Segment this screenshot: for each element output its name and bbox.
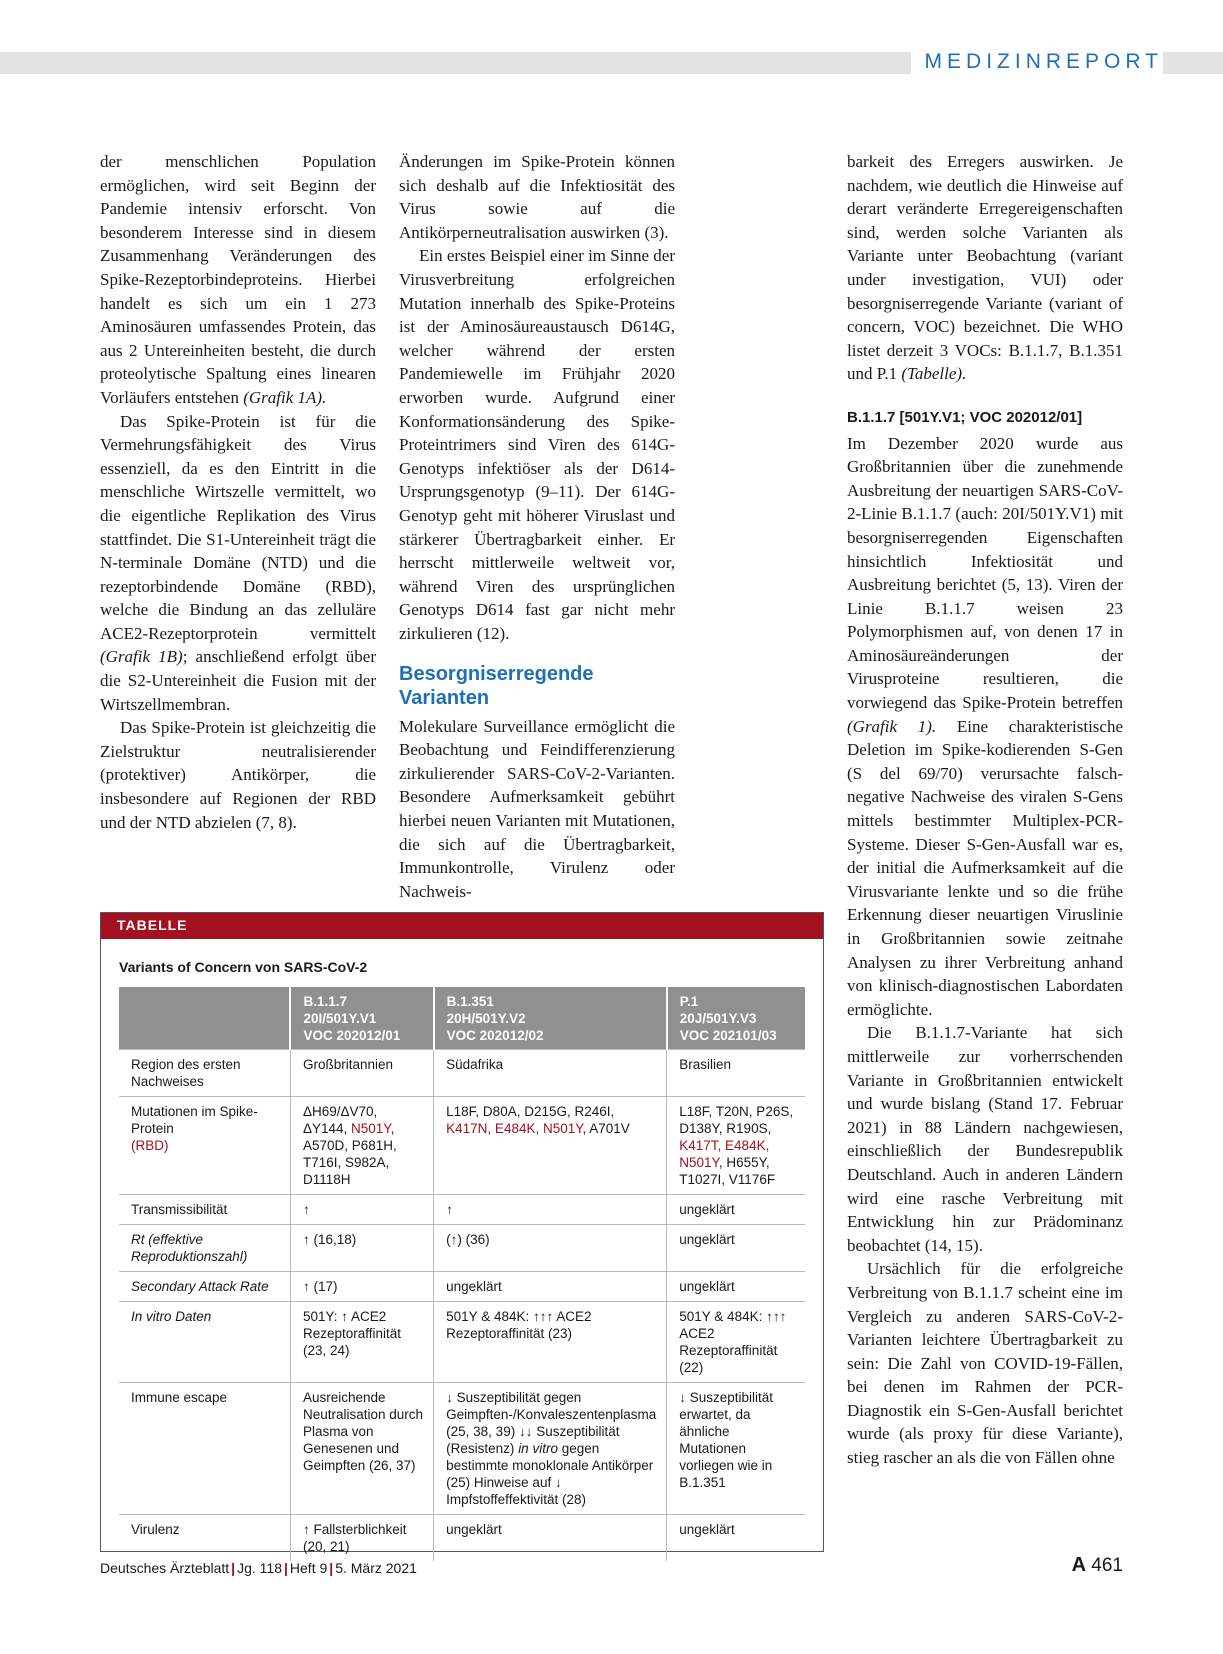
text-column-2 xyxy=(399,150,675,903)
table-cell: ungeklärt xyxy=(667,1225,805,1272)
footer-citation: Deutsches Ärzteblatt | Jg. 118 | Heft 9 | 5. März 2021 xyxy=(100,1560,417,1576)
table-cell: ↑ (17) xyxy=(290,1272,433,1302)
paragraph: Im Dezember 2020 wurde aus Großbritannien über die zunehmende Ausbreitung der neuartigen SARS-CoV-2-Linie B.1.1.7 (auch: 20I/501Y.V1) mit besorgniserregenden Eigenschaften hinsichtlich Infektiosität und Ausbreitung berichtet (5, 13). Viren der Linie B.1.1.7 weisen 23 Polymorphismen auf, von denen 17 in Aminosäureänderungen der Virusproteine resultieren, die vorwiegend das Spike-Protein betreffen (Grafik 1). Eine charakteristische Deletion im Spike-kodierenden S-Gen (S del 69/70) verursachte falsch-negative Nachweise des viralen S-Gens mittels bestimmter Multiplex-PCR-Systeme. Dieser S-Gen-Ausfall war es, der initial die Aufmerksamkeit auf die Virusvariante lenkte und so die frühe Erkennung dieser neuartigen Viruslinie in Großbritannien sowie zeitnahe Analysen zu ihrer Verbreitung anhand von klinisch-diagnostischen Labordaten ermöglichte. xyxy=(847,433,1123,1019)
table-row xyxy=(119,1302,805,1383)
table-cell: ↑ Fallsterblichkeit (20, 21) xyxy=(290,1515,433,1562)
table-cell: Brasilien xyxy=(667,1050,805,1097)
table-cell: Südafrika xyxy=(434,1050,667,1097)
text-column-1 xyxy=(100,150,376,834)
paragraph: Das Spike-Protein ist für die Vermehrungsfähigkeit des Virus essenziell, da es den Eintritt in die menschliche Wirtszelle vermittelt, wo die eigentliche Replikation des Virus stattfindet. Die S1-Untereinheit trägt die N-terminale Domäne (NTD) und die rezeptorbindende Domäne (RBD), welche die Bindung an das zelluläre ACE2-Rezeptorprotein vermittelt (Grafik 1B); anschließend erfolgt über die S2-Untereinheit die Fusion mit der Wirtszellmembran. xyxy=(100,411,376,714)
table-header-row xyxy=(119,987,805,1050)
table-cell: ΔH69/ΔV70, ΔY144, N501Y, A570D, P681H, T716I, S982A, D1118H xyxy=(290,1097,433,1195)
table-cell: ungeklärt xyxy=(667,1272,805,1302)
table-cell: L18F, T20N, P26S, D138Y, R190S, K417T, E484K, N501Y, H655Y, T1027I, V1176F xyxy=(667,1097,805,1195)
paragraph: Molekulare Surveillance ermöglicht die Beobachtung und Feindifferenzierung zirkulierender SARS-CoV-2-Varianten. Besondere Aufmerksamkeit gebührt hierbei neuen Varianten mit Mutationen, die sich auf die Übertragbarkeit, Immunkontrolle, Virulenz oder Nachweis- xyxy=(399,716,675,901)
table-row xyxy=(119,1050,805,1097)
table-label: TABELLE xyxy=(101,913,823,939)
table-cell: 501Y: ↑ ACE2 Rezeptoraffinität (23, 24) xyxy=(290,1302,433,1383)
table-row xyxy=(119,1383,805,1515)
paragraph: der menschlichen Population ermöglichen, wird seit Beginn der Pandemie intensiv erforscht. Von besonderem Interesse sind in diesem Zusammenhang Veränderungen des Spike-Rezeptorbindeproteins. Hierbei handelt es sich um ein 1 273 Aminosäuren umfassendes Protein, das aus 2 Untereinheiten besteht, die durch proteolytische Spaltung eines linearen Vorläufers entstehen (Grafik 1A). xyxy=(100,152,376,407)
table-cell: ↑ xyxy=(290,1195,433,1225)
row-label: Rt (effektive Reproduktionszahl) xyxy=(119,1225,290,1272)
table-cell: Ausreichende Neutralisation durch Plasma von Genesenen und Geimpften (26, 37) xyxy=(290,1383,433,1515)
table-cell: ↓ Suszeptibilität erwartet, da ähnliche Mutationen vorliegen wie in B.1.351 xyxy=(667,1383,805,1515)
table-title: Variants of Concern von SARS-CoV-2 xyxy=(119,959,368,975)
table-cell: (↑) (36) xyxy=(434,1225,667,1272)
table-cell: 501Y & 484K: ↑↑↑ ACE2 Rezeptoraffinität (23) xyxy=(434,1302,667,1383)
header-cell-p1: P.1 20J/501Y.V3 VOC 202101/03 xyxy=(667,987,805,1050)
page-number: A 461 xyxy=(1071,1554,1123,1576)
row-label: Virulenz xyxy=(119,1515,290,1562)
paragraph: Die B.1.1.7-Variante hat sich mittlerweile zur vorherrschenden Variante in Großbritannien entwickelt und wurde bislang (Stand 17. Februar 2021) in 88 Ländern nachgewiesen, einschließlich der Bundesrepublik Deutschland. Auch in anderen Ländern wird eine rasche Verbreitung mit Entwicklung hin zur Prädominanz beobachtet (14, 15). xyxy=(847,1023,1123,1255)
paragraph: Ursächlich für die erfolgreiche Verbreitung von B.1.1.7 scheint eine im Vergleich zu anderen SARS-CoV-2-Varianten leichtere Übertragbarkeit zu sein: Die Zahl von COVID-19-Fällen, bei denen im Rahmen der PCR-Diagnostik ein S-Gen-Ausfall berichtet wurde (als proxy für diese Variante), stieg rascher an als die von Fällen ohne xyxy=(847,1259,1123,1468)
table-cell: 501Y & 484K: ↑↑↑ ACE2 Rezeptoraffinität (22) xyxy=(667,1302,805,1383)
text-column-3 xyxy=(847,150,1123,1470)
paragraph: Das Spike-Protein ist gleichzeitig die Zielstruktur neutralisierender (protektiver) Antikörper, die insbesondere auf Regionen der RBD und der NTD abzielen (7, 8). xyxy=(100,718,376,832)
paragraph: barkeit des Erregers auswirken. Je nachdem, wie deutlich die Hinweise auf derart veränderte Erregereigenschaften sind, werden solche Varianten als Variante unter Beobachtung (variant under investigation, VUI) oder besorgniserregende Variante (variant of concern, VOC) bezeichnet. Die WHO listet derzeit 3 VOCs: B.1.1.7, B.1.351 und P.1 (Tabelle). xyxy=(847,152,1123,384)
subsection-heading: B.1.1.7 [501Y.V1; VOC 202012/01] xyxy=(847,408,1083,426)
table-row xyxy=(119,1225,805,1272)
header-cell-empty xyxy=(119,987,290,1050)
table-cell: Großbritannien xyxy=(290,1050,433,1097)
row-label: Mutationen im Spike-Protein (RBD) xyxy=(119,1097,290,1195)
section-label: MEDIZINREPORT xyxy=(911,50,1163,74)
section-heading: Besorgniserregende Varianten xyxy=(399,663,594,710)
row-label: Secondary Attack Rate xyxy=(119,1272,290,1302)
table-cell: ↓ Suszeptibilität gegen Geimpften-/Konvaleszentenplasma (25, 38, 39) ↓↓ Suszeptibilität (Resistenz) in vitro gegen bestimmte monoklonale Antikörper (25) Hinweise auf ↓ Impfstoffeffektivität (28) xyxy=(434,1383,667,1515)
volume: Jg. 118 xyxy=(237,1560,282,1576)
table-cell: L18F, D80A, D215G, R246I, K417N, E484K, N501Y, A701V xyxy=(434,1097,667,1195)
header-cell-b117: B.1.1.7 20I/501Y.V1 VOC 202012/01 xyxy=(290,987,433,1050)
row-label: Transmissibilität xyxy=(119,1195,290,1225)
date: 5. März 2021 xyxy=(335,1560,417,1576)
table-row xyxy=(119,1515,805,1562)
table-cell: ungeklärt xyxy=(667,1195,805,1225)
table-row xyxy=(119,1272,805,1302)
table-cell: ungeklärt xyxy=(434,1515,667,1562)
paragraph: Ein erstes Beispiel einer im Sinne der Virusverbreitung erfolgreichen Mutation innerhalb des Spike-Proteins ist der Aminosäureaustausch D614G, welcher während der ersten Pandemiewelle im Frühjahr 2020 erworben wurde. Aufgrund einer Konformationsänderung des Spike-Proteintrimers sind Viren des 614G-Genotyps infektiöser als der D614-Ursprungsgenotyp (9–11). Der 614G-Genotyp geht mit höherer Viruslast und stärkerer Übertragbarkeit einher. Er herrscht mittlerweile weltweit vor, während Viren des ursprünglichen Genotyps D614 fast gar nicht mehr zirkulieren (12). xyxy=(399,246,675,643)
table-cell: ↑ (16,18) xyxy=(290,1225,433,1272)
paragraph: Änderungen im Spike-Protein können sich deshalb auf die Infektiosität des Virus sowie auf die Antikörperneutralisation auswirken (3). xyxy=(399,152,675,242)
table-row xyxy=(119,1195,805,1225)
table-cell: ↑ xyxy=(434,1195,667,1225)
row-label: Immune escape xyxy=(119,1383,290,1515)
journal-name: Deutsches Ärzteblatt xyxy=(100,1560,230,1576)
header-cell-b1351: B.1.351 20H/501Y.V2 VOC 202012/02 xyxy=(434,987,667,1050)
variants-table-box xyxy=(100,912,824,1552)
row-label: In vitro Daten xyxy=(119,1302,290,1383)
variants-table xyxy=(119,987,805,1561)
issue: Heft 9 xyxy=(289,1560,328,1576)
table-cell: ungeklärt xyxy=(667,1515,805,1562)
table-row xyxy=(119,1097,805,1195)
table-cell: ungeklärt xyxy=(434,1272,667,1302)
row-label: Region des ersten Nachweises xyxy=(119,1050,290,1097)
